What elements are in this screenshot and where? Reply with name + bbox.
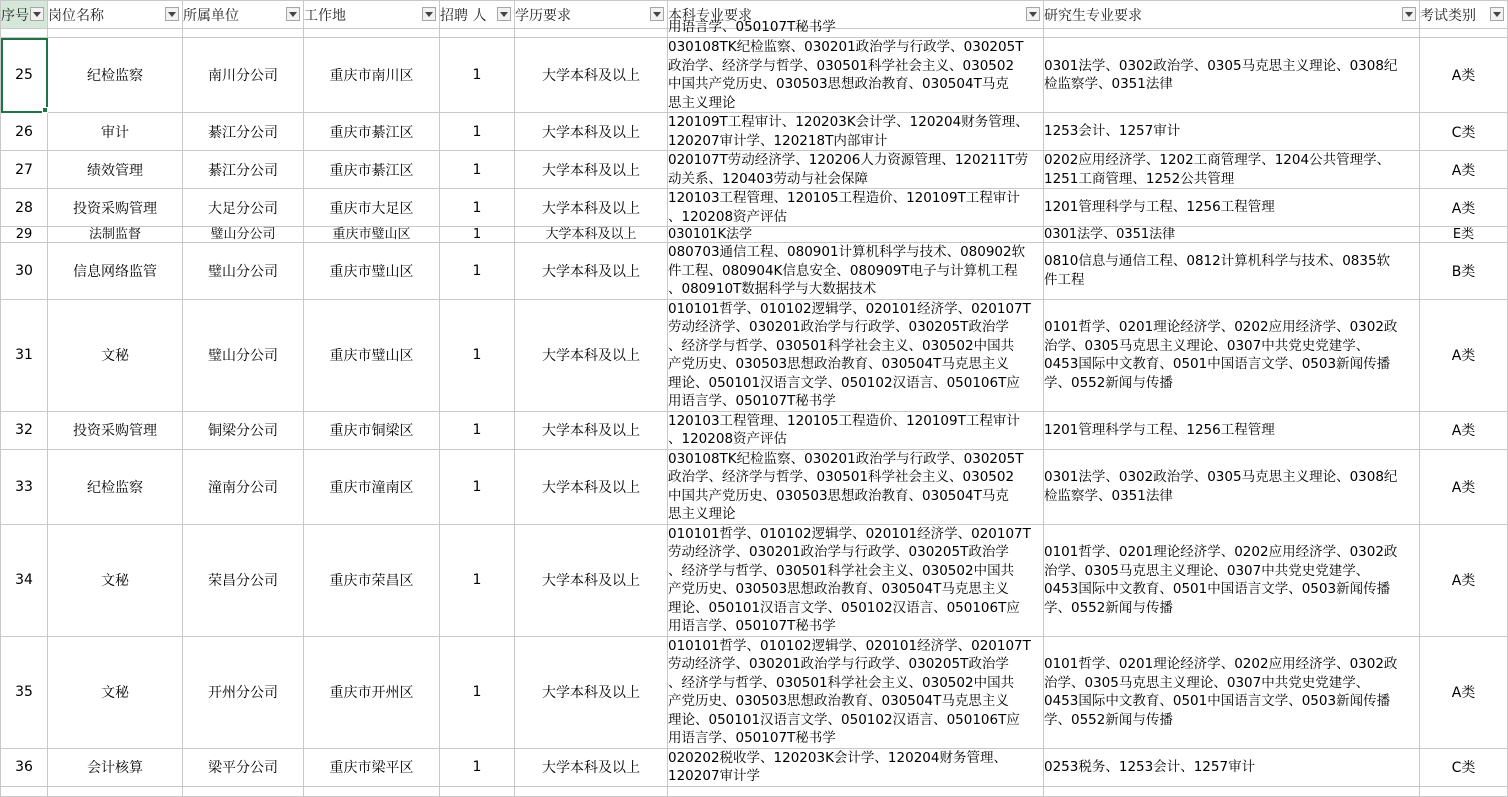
seq-cell[interactable]: 32 [1, 411, 48, 449]
grad-major-cell[interactable]: 0101哲学、0201理论经济学、0202应用经济学、0302政 治学、0305马克思主义理论、0307中共党史党建学、 0453国际中文教育、0501中国语言文学、0503新闻传播 学、0552新闻与传播 [1044, 524, 1420, 636]
place-cell[interactable]: 重庆市綦江区 [304, 151, 440, 189]
count-cell[interactable]: 1 [440, 748, 515, 786]
grad-major-cell[interactable]: 0301法学、0302政治学、0305马克思主义理论、0308纪 检监察学、0351法律 [1044, 38, 1420, 113]
undergrad-major-cell[interactable]: 120109T工程审计、120203K会计学、120204财务管理、 120207审计学、120218T内部审计 [668, 113, 1044, 151]
table-cell[interactable] [1420, 29, 1508, 38]
grad-major-cell[interactable]: 0101哲学、0201理论经济学、0202应用经济学、0302政 治学、0305马克思主义理论、0307中共党史党建学、 0453国际中文教育、0501中国语言文学、0503新闻传播 学、0552新闻与传播 [1044, 299, 1420, 411]
filter-dropdown-icon[interactable] [497, 7, 511, 21]
partial-row [1, 786, 1508, 796]
filter-dropdown-icon[interactable] [650, 7, 664, 21]
table-cell[interactable] [1, 29, 48, 38]
header-pg[interactable] [1044, 1, 1420, 29]
undergrad-major-cell[interactable]: 030108TK纪检监察、030201政治学与行政学、030205T 政治学、经济学与哲学、030501科学社会主义、030502 中国共产党历史、030503思想政治教育、030504T马克 思主义理论 [668, 38, 1044, 113]
table-cell[interactable] [1, 786, 48, 796]
unit-cell[interactable]: 潼南分公司 [183, 449, 304, 524]
unit-cell[interactable]: 璧山分公司 [183, 227, 304, 243]
title-cell[interactable]: 法制监督 [48, 227, 183, 243]
grad-major-cell[interactable]: 0202应用经济学、1202工商管理学、1204公共管理学、 1251工商管理、1252公共管理 [1044, 151, 1420, 189]
exam-type-cell[interactable]: B类 [1420, 243, 1508, 300]
title-cell[interactable]: 绩效管理 [48, 151, 183, 189]
header-unit-label: 所属单位 [183, 7, 239, 24]
filter-dropdown-icon[interactable] [1402, 7, 1416, 21]
place-cell[interactable]: 重庆市铜梁区 [304, 411, 440, 449]
fill-handle[interactable] [42, 107, 48, 113]
seq-cell[interactable]: 36 [1, 748, 48, 786]
title-cell[interactable]: 文秘 [48, 524, 183, 636]
grad-major-cell[interactable]: 0301法学、0302政治学、0305马克思主义理论、0308纪 检监察学、0351法律 [1044, 449, 1420, 524]
header-unit[interactable] [183, 1, 304, 29]
education-cell[interactable]: 大学本科及以上 [515, 151, 668, 189]
filter-dropdown-icon[interactable] [422, 7, 436, 21]
title-cell[interactable]: 审计 [48, 113, 183, 151]
header-ug-label: 本科专业要求 [668, 7, 752, 24]
title-cell[interactable]: 文秘 [48, 299, 183, 411]
table-row [1, 189, 1508, 227]
filter-dropdown-icon[interactable] [165, 7, 179, 21]
place-cell[interactable]: 重庆市潼南区 [304, 449, 440, 524]
education-cell[interactable]: 大学本科及以上 [515, 38, 668, 113]
seq-cell[interactable]: 31 [1, 299, 48, 411]
exam-type-cell[interactable]: C类 [1420, 113, 1508, 151]
place-cell[interactable]: 重庆市大足区 [304, 189, 440, 227]
count-cell[interactable]: 1 [440, 449, 515, 524]
header-seq-label: 序号 [1, 7, 29, 24]
title-cell[interactable]: 投资采购管理 [48, 411, 183, 449]
place-cell[interactable]: 重庆市梁平区 [304, 748, 440, 786]
place-cell[interactable]: 重庆市璧山区 [304, 243, 440, 300]
seq-cell[interactable]: 30 [1, 243, 48, 300]
exam-type-cell[interactable]: A类 [1420, 189, 1508, 227]
title-cell[interactable]: 投资采购管理 [48, 189, 183, 227]
seq-cell[interactable]: 28 [1, 189, 48, 227]
undergrad-major-cell[interactable]: 010101哲学、010102逻辑学、020101经济学、020107T 劳动经济学、030201政治学与行政学、030205T政治学 、经济学与哲学、030501科学社会主义、030502中国共 产党历史、030503思想政治教育、030504T马克思主义 理论、050101汉语言文学、050102汉语言、050106T应 用语言学、050107T秘书学 [668, 524, 1044, 636]
seq-cell[interactable]: 27 [1, 151, 48, 189]
place-cell[interactable]: 重庆市璧山区 [304, 299, 440, 411]
education-cell[interactable]: 大学本科及以上 [515, 748, 668, 786]
table-cell[interactable] [183, 29, 304, 38]
title-cell[interactable]: 会计核算 [48, 748, 183, 786]
count-cell[interactable]: 1 [440, 243, 515, 300]
table-row [1, 227, 1508, 243]
unit-cell[interactable]: 梁平分公司 [183, 748, 304, 786]
undergrad-major-cell[interactable]: 010101哲学、010102逻辑学、020101经济学、020107T 劳动经济学、030201政治学与行政学、030205T政治学 、经济学与哲学、030501科学社会主义、030502中国共 产党历史、030503思想政治教育、030504T马克思主义 理论、050101汉语言文学、050102汉语言、050106T应 用语言学、050107T秘书学 [668, 636, 1044, 748]
place-cell[interactable]: 重庆市南川区 [304, 38, 440, 113]
grad-major-cell[interactable]: 0101哲学、0201理论经济学、0202应用经济学、0302政 治学、0305马克思主义理论、0307中共党史党建学、 0453国际中文教育、0501中国语言文学、0503新闻传播 学、0552新闻与传播 [1044, 636, 1420, 748]
header-num[interactable] [440, 1, 515, 29]
table-cell[interactable] [183, 786, 304, 796]
grad-major-cell[interactable]: 0810信息与通信工程、0812计算机科学与技术、0835软 件工程 [1044, 243, 1420, 300]
grad-major-cell[interactable]: 0301法学、0351法律 [1044, 227, 1420, 243]
table-cell[interactable] [48, 786, 183, 796]
header-place-label: 工作地 [304, 7, 346, 24]
filter-dropdown-icon[interactable] [30, 7, 44, 21]
exam-type-cell[interactable]: A类 [1420, 38, 1508, 113]
unit-cell[interactable]: 大足分公司 [183, 189, 304, 227]
table-cell[interactable] [1420, 786, 1508, 796]
undergrad-major-cell[interactable]: 030108TK纪检监察、030201政治学与行政学、030205T 政治学、经济学与哲学、030501科学社会主义、030502 中国共产党历史、030503思想政治教育、030504T马克 思主义理论 [668, 449, 1044, 524]
table-row [1, 151, 1508, 189]
table-cell[interactable] [440, 29, 515, 38]
unit-cell[interactable]: 开州分公司 [183, 636, 304, 748]
exam-type-cell[interactable]: A类 [1420, 524, 1508, 636]
exam-type-cell[interactable]: A类 [1420, 299, 1508, 411]
table-cell[interactable] [440, 786, 515, 796]
title-cell[interactable]: 纪检监察 [48, 449, 183, 524]
count-cell[interactable]: 1 [440, 38, 515, 113]
table-row [1, 748, 1508, 786]
table-row [1, 243, 1508, 300]
unit-cell[interactable]: 璧山分公司 [183, 243, 304, 300]
header-pg-label: 研究生专业要求 [1044, 7, 1142, 24]
title-cell[interactable]: 信息网络监管 [48, 243, 183, 300]
table-cell[interactable] [668, 19, 1044, 38]
count-cell[interactable]: 1 [440, 113, 515, 151]
table-row [1, 113, 1508, 151]
unit-cell[interactable]: 璧山分公司 [183, 299, 304, 411]
seq-cell[interactable]: 34 [1, 524, 48, 636]
education-cell[interactable]: 大学本科及以上 [515, 411, 668, 449]
undergrad-major-cell[interactable]: 020107T劳动经济学、120206人力资源管理、120211T劳 动关系、120403劳动与社会保障 [668, 151, 1044, 189]
undergrad-major-cell[interactable]: 120103工程管理、120105工程造价、120109T工程审计 、120208资产评估 [668, 189, 1044, 227]
education-cell[interactable]: 大学本科及以上 [515, 227, 668, 243]
count-cell[interactable]: 1 [440, 636, 515, 748]
seq-cell[interactable]: 35 [1, 636, 48, 748]
header-num-label: 招聘 人 [440, 7, 487, 24]
exam-type-cell[interactable]: A类 [1420, 151, 1508, 189]
unit-cell[interactable]: 南川分公司 [183, 38, 304, 113]
header-place[interactable] [304, 1, 440, 29]
table-cell[interactable] [1044, 29, 1420, 38]
table-row [1, 38, 1508, 113]
table-row [1, 299, 1508, 411]
seq-cell[interactable]: 33 [1, 449, 48, 524]
education-cell[interactable]: 大学本科及以上 [515, 636, 668, 748]
seq-cell[interactable]: 25 [1, 38, 48, 113]
filter-dropdown-icon[interactable] [286, 7, 300, 21]
table-row [1, 411, 1508, 449]
exam-type-cell[interactable]: C类 [1420, 748, 1508, 786]
place-cell[interactable]: 重庆市綦江区 [304, 113, 440, 151]
title-cell[interactable]: 纪检监察 [48, 38, 183, 113]
count-cell[interactable]: 1 [440, 524, 515, 636]
grad-major-cell[interactable]: 1201管理科学与工程、1256工程管理 [1044, 189, 1420, 227]
unit-cell[interactable]: 綦江分公司 [183, 113, 304, 151]
table-cell[interactable] [304, 786, 440, 796]
count-cell[interactable]: 1 [440, 227, 515, 243]
grad-major-cell[interactable]: 1253会计、1257审计 [1044, 113, 1420, 151]
partial-row [1, 29, 1508, 38]
place-cell[interactable]: 重庆市璧山区 [304, 227, 440, 243]
unit-cell[interactable]: 铜梁分公司 [183, 411, 304, 449]
header-edu[interactable] [515, 1, 668, 29]
seq-cell[interactable]: 26 [1, 113, 48, 151]
undergrad-major-cell[interactable]: 010101哲学、010102逻辑学、020101经济学、020107T 劳动经济学、030201政治学与行政学、030205T政治学 、经济学与哲学、030501科学社会主义、030502中国共 产党历史、030503思想政治教育、030504T马克思主义 理论、050101汉语言文学、050102汉语言、050106T应 用语言学、050107T秘书学 [668, 299, 1044, 411]
table-cell[interactable] [515, 786, 668, 796]
exam-type-cell[interactable]: E类 [1420, 227, 1508, 243]
education-cell[interactable]: 大学本科及以上 [515, 113, 668, 151]
header-edu-label: 学历要求 [515, 7, 571, 24]
education-cell[interactable]: 大学本科及以上 [515, 299, 668, 411]
unit-cell[interactable]: 荣昌分公司 [183, 524, 304, 636]
title-cell[interactable]: 文秘 [48, 636, 183, 748]
table-cell[interactable] [668, 786, 1044, 796]
unit-cell[interactable]: 綦江分公司 [183, 151, 304, 189]
filter-dropdown-icon[interactable] [1490, 7, 1504, 21]
count-cell[interactable]: 1 [440, 411, 515, 449]
education-cell[interactable]: 大学本科及以上 [515, 243, 668, 300]
exam-type-cell[interactable]: A类 [1420, 411, 1508, 449]
undergrad-major-cell[interactable]: 080703通信工程、080901计算机科学与技术、080902软 件工程、080904K信息安全、080909T电子与计算机工程 、080910T数据科学与大数据技术 [668, 243, 1044, 300]
undergrad-major-cell[interactable]: 030101K法学 [668, 227, 1044, 243]
table-cell[interactable] [515, 29, 668, 38]
partial-cell-text: 用语言学、050107T秘书学 [668, 19, 836, 35]
seq-cell[interactable]: 29 [1, 227, 48, 243]
education-cell[interactable]: 大学本科及以上 [515, 449, 668, 524]
education-cell[interactable]: 大学本科及以上 [515, 189, 668, 227]
grad-major-cell[interactable]: 1201管理科学与工程、1256工程管理 [1044, 411, 1420, 449]
exam-type-cell[interactable]: A类 [1420, 636, 1508, 748]
table-row [1, 449, 1508, 524]
header-exam-label: 考试类别 [1420, 7, 1476, 24]
count-cell[interactable]: 1 [440, 189, 515, 227]
header-title[interactable] [48, 1, 183, 29]
place-cell[interactable]: 重庆市荣昌区 [304, 524, 440, 636]
table-row [1, 636, 1508, 748]
place-cell[interactable]: 重庆市开州区 [304, 636, 440, 748]
header-seq[interactable] [1, 1, 48, 29]
undergrad-major-cell[interactable]: 120103工程管理、120105工程造价、120109T工程审计 、120208资产评估 [668, 411, 1044, 449]
count-cell[interactable]: 1 [440, 151, 515, 189]
table-row [1, 524, 1508, 636]
header-title-label: 岗位名称 [48, 7, 104, 24]
table-cell[interactable] [1044, 786, 1420, 796]
table-cell[interactable] [304, 29, 440, 38]
grad-major-cell[interactable]: 0253税务、1253会计、1257审计 [1044, 748, 1420, 786]
header-exam[interactable] [1420, 1, 1508, 29]
undergrad-major-cell[interactable]: 020202税收学、120203K会计学、120204财务管理、 120207审计学 [668, 748, 1044, 786]
exam-type-cell[interactable]: A类 [1420, 449, 1508, 524]
table-cell[interactable] [48, 29, 183, 38]
count-cell[interactable]: 1 [440, 299, 515, 411]
filter-dropdown-icon[interactable] [1026, 7, 1040, 21]
education-cell[interactable]: 大学本科及以上 [515, 524, 668, 636]
